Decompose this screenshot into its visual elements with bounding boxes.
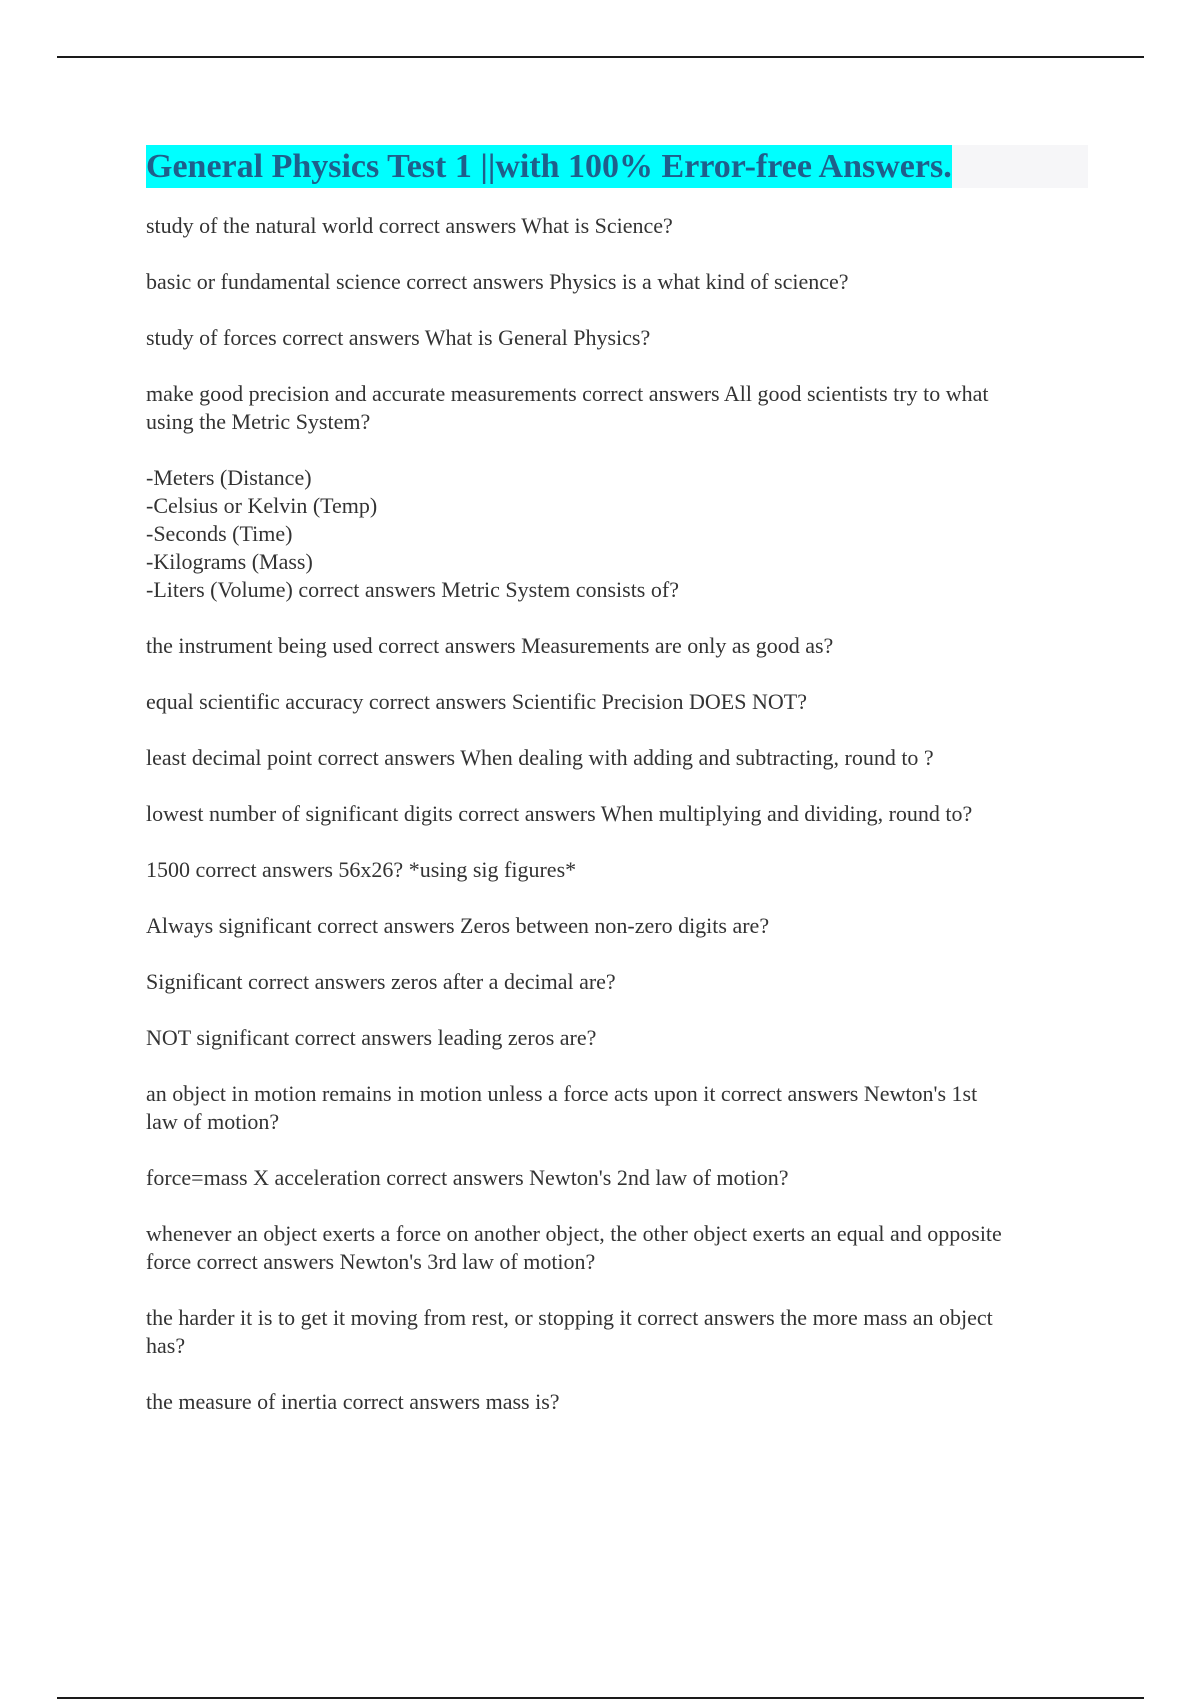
document-body (146, 145, 1088, 1444)
qa-entry: Always significant correct answers Zeros between non-zero digits are? (146, 913, 770, 938)
qa-entry: an object in motion remains in motion unless a force acts upon it correct answers Newton's 1st law of motion? (146, 1081, 978, 1134)
qa-entry: basic or fundamental science correct answers Physics is a what kind of science? (146, 269, 849, 294)
qa-entry: the measure of inertia correct answers mass is? (146, 1389, 560, 1414)
qa-entry: NOT significant correct answers leading zeros are? (146, 1025, 597, 1050)
top-rule (57, 56, 1144, 58)
qa-entry: the instrument being used correct answers Measurements are only as good as? (146, 633, 834, 658)
qa-entry: -Meters (Distance) -Celsius or Kelvin (Temp) -Seconds (Time) -Kilograms (Mass) -Liters (Volume) correct answers Metric System consists of? (146, 465, 679, 602)
qa-entry: the harder it is to get it moving from rest, or stopping it correct answers the more mass an object has? (146, 1305, 993, 1358)
qa-entry: make good precision and accurate measurements correct answers All good scientists try to what using the Metric System? (146, 381, 989, 434)
qa-entry: lowest number of significant digits correct answers When multiplying and dividing, round to? (146, 801, 973, 826)
qa-entry: least decimal point correct answers When dealing with adding and subtracting, round to ? (146, 745, 934, 770)
qa-entry: force=mass X acceleration correct answers Newton's 2nd law of motion? (146, 1165, 789, 1190)
qa-entry: equal scientific accuracy correct answers Scientific Precision DOES NOT? (146, 689, 807, 714)
qa-entry: study of forces correct answers What is General Physics? (146, 325, 651, 350)
qa-entry: study of the natural world correct answers What is Science? (146, 213, 673, 238)
document-title: General Physics Test 1 ||with 100% Error-free Answers. (146, 145, 952, 188)
qa-entry: Significant correct answers zeros after a decimal are? (146, 969, 616, 994)
title-bar (146, 145, 1088, 188)
qa-entry: 1500 correct answers 56x26? *using sig figures* (146, 857, 577, 882)
qa-entry: whenever an object exerts a force on another object, the other object exerts an equal and opposite force correct answers Newton's 3rd law of motion? (146, 1221, 1002, 1274)
bottom-rule (57, 1697, 1144, 1699)
qa-list (146, 212, 1088, 1416)
